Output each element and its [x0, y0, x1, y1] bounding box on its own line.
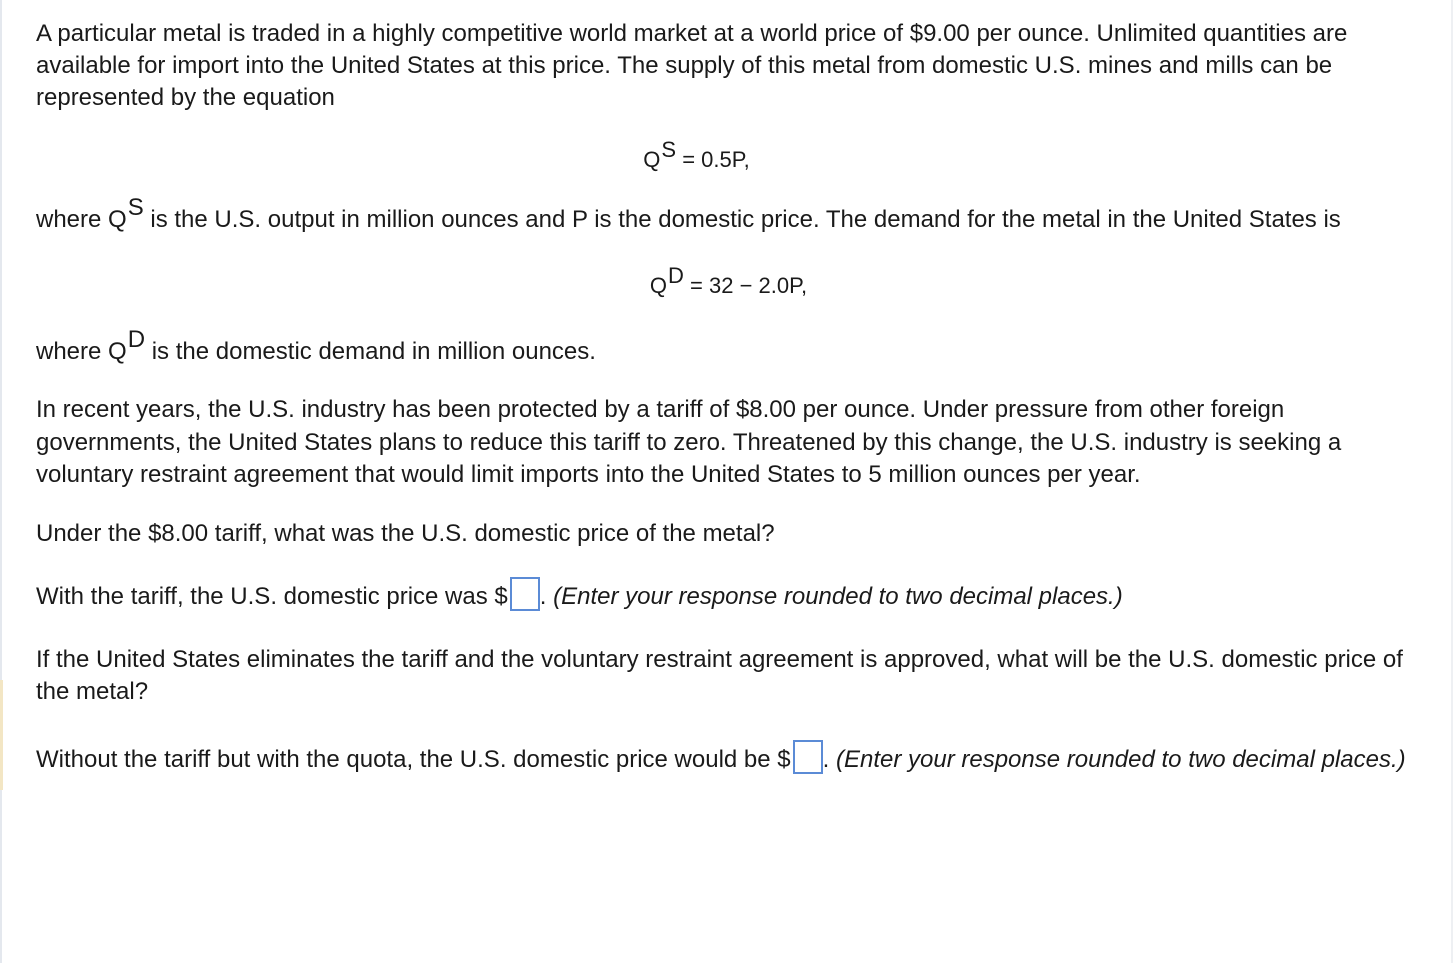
question-panel	[36, 18, 1431, 779]
part2-answer-pre: Without the tariff but with the quota, the U.S. domestic price would be $	[36, 745, 791, 773]
part2-answer-hint: (Enter your response rounded to two decimal places.)	[835, 745, 1406, 773]
demand-eq-rhs: = 32 − 2.0P,	[683, 273, 808, 298]
supply-def-post: is the U.S. output in million ounces and P is the domestic price. The demand for the metal in the United States is	[143, 206, 1341, 233]
part2-answer-input[interactable]	[793, 740, 823, 774]
supply-definition	[36, 194, 1431, 236]
part2-question: If the United States eliminates the tariff and the voluntary restraint agreement is approved, what will be the U.S. domestic price of the metal?	[36, 645, 1403, 705]
supply-eq-q: Q	[643, 147, 661, 172]
part2-answer-line	[36, 740, 1431, 779]
part1-answer-post: .	[539, 582, 554, 610]
part1-answer-input[interactable]	[510, 577, 540, 611]
demand-def-post: is the domestic demand in million ounces.	[145, 338, 596, 365]
demand-def-superscript: D	[127, 326, 146, 353]
demand-equation	[26, 262, 1431, 302]
intro-text: A particular metal is traded in a highly competitive world market at a world price of $9.00 per ounce. Unlimited quantities are available for import into the United States at this price. The supply of this metal from domestic U.S. mines and mills can be represented by the equation	[36, 20, 1348, 111]
supply-equation	[0, 136, 1431, 176]
part1-answer-pre: With the tariff, the U.S. domestic price was $	[36, 582, 508, 610]
part1-question: Under the $8.00 tariff, what was the U.S. domestic price of the metal?	[36, 519, 775, 547]
part1-answer-line	[36, 581, 1431, 613]
part1-answer-hint: (Enter your response rounded to two decimal places.)	[553, 582, 1123, 610]
demand-definition	[36, 326, 1431, 368]
supply-eq-rhs: = 0.5P,	[676, 147, 750, 172]
demand-eq-q: Q	[649, 273, 668, 298]
part2-answer-post: .	[822, 745, 836, 773]
demand-def-pre: where Q	[36, 338, 127, 365]
supply-def-pre: where Q	[36, 206, 127, 233]
context-text: In recent years, the U.S. industry has been protected by a tariff of $8.00 per ounce. Under pressure from other foreign governments, the United States plans to reduce this tariff to zero. Threatened by this change, the U.S. industry is seeking a voluntary restraint agreement that would limit imports into the United States to 5 million ounces per year.	[36, 396, 1342, 488]
supply-eq-superscript: S	[661, 136, 677, 162]
demand-eq-superscript: D	[668, 262, 684, 288]
left-accent-bar	[0, 680, 3, 790]
supply-def-superscript: S	[127, 194, 144, 221]
